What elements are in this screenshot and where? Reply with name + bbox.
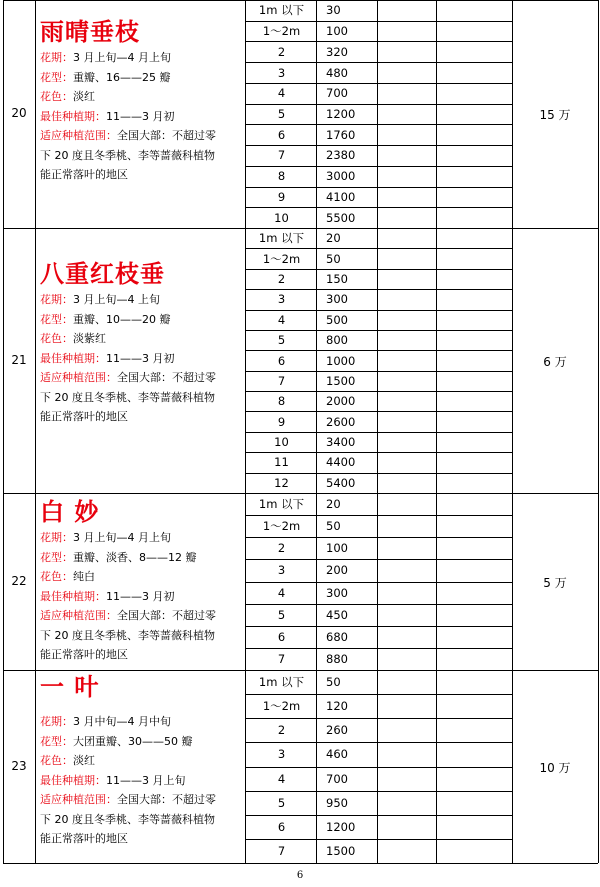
flower-type-value: 重瓣、10——20 瓣 <box>73 312 171 326</box>
suitable-range-label: 适应种植范围： <box>40 793 117 806</box>
size-cell: 1～2m <box>262 699 301 714</box>
bloom-period-value: 3 月中旬—4 月中旬 <box>73 715 171 728</box>
variety-name: 八重红枝垂 <box>40 260 165 288</box>
size-cell: 1m 以下 <box>258 675 305 690</box>
flower-color-label: 花色： <box>40 754 73 767</box>
size-cell: 6 <box>277 353 286 368</box>
size-cell: 11 <box>274 455 289 470</box>
variety-name: 雨晴垂枝 <box>40 18 140 46</box>
variety-number: 21 <box>11 352 27 367</box>
suitable-range-continued: 下 20 度且冬季桃、李等蔷薇科植物 <box>40 812 215 826</box>
size-cell: 1m 以下 <box>258 231 305 246</box>
size-cell: 4 <box>277 86 286 101</box>
suitable-range-value: 全国大部：不超过零 <box>117 793 216 806</box>
price-cell: 150 <box>326 271 348 286</box>
size-cell: 4 <box>277 312 286 327</box>
size-cell: 7 <box>277 651 286 666</box>
bloom-period-line <box>40 528 246 548</box>
size-cell: 7 <box>277 373 286 388</box>
flower-type-line <box>40 68 246 88</box>
flower-color-value: 淡紫红 <box>73 332 106 345</box>
price-cell: 1500 <box>326 373 356 388</box>
suitable-range-value: 全国大部：不超过零 <box>117 371 216 384</box>
suitable-range-label: 适应种植范围： <box>40 129 117 142</box>
size-cell: 8 <box>277 169 286 184</box>
flower-color-line <box>40 87 246 107</box>
price-cell: 460 <box>326 747 348 762</box>
bloom-period-label: 花期： <box>40 51 73 64</box>
price-cell: 1200 <box>326 107 356 121</box>
page-number: 6 <box>296 870 304 881</box>
size-cell: 6 <box>277 819 286 834</box>
flower-type-line <box>40 732 246 752</box>
price-cell: 4100 <box>326 189 356 204</box>
price-cell: 1760 <box>326 127 356 142</box>
size-cell: 4 <box>277 585 286 600</box>
column-rule <box>598 0 599 863</box>
price-cell: 480 <box>326 65 348 80</box>
price-cell: 50 <box>326 251 341 266</box>
flower-type-value: 重瓣、淡香、8——12 瓣 <box>73 550 197 564</box>
variety-info <box>40 498 246 665</box>
flower-type-label: 花型： <box>40 70 73 84</box>
suitable-range-continued: 能正常落叶的地区 <box>40 832 128 845</box>
best-planting-period-label: 最佳种植期： <box>40 351 106 365</box>
size-cell: 7 <box>277 843 286 858</box>
price-cell: 2380 <box>326 148 356 163</box>
bloom-period-value: 3 月上旬—4 上旬 <box>73 293 160 306</box>
size-cell: 1～2m <box>262 24 301 39</box>
price-cell: 800 <box>326 333 348 348</box>
price-cell: 300 <box>326 292 348 307</box>
price-cell: 320 <box>326 44 348 59</box>
suitable-range-line <box>40 606 246 626</box>
price-cell: 120 <box>326 699 348 714</box>
best-planting-period-value: 11——3 月初 <box>106 351 175 365</box>
size-cell: 2 <box>277 541 286 556</box>
flower-color-label: 花色： <box>40 332 73 345</box>
price-cell: 700 <box>326 771 348 786</box>
size-cell: 3 <box>277 65 286 80</box>
size-cell: 3 <box>277 747 286 762</box>
best-planting-period-label: 最佳种植期： <box>40 773 106 787</box>
price-cell: 200 <box>326 563 348 578</box>
price-cell: 700 <box>326 86 348 101</box>
price-cell: 100 <box>326 24 348 39</box>
price-cell: 1000 <box>326 353 356 368</box>
best-planting-period-line <box>40 349 246 369</box>
best-planting-period-line <box>40 587 246 607</box>
suitable-range-label: 适应种植范围： <box>40 609 117 622</box>
price-table <box>3 0 598 863</box>
best-planting-period-label: 最佳种植期： <box>40 109 106 123</box>
flower-color-label: 花色： <box>40 90 73 103</box>
size-cell: 3 <box>277 292 286 307</box>
size-cell: 5 <box>277 107 286 121</box>
bloom-period-label: 花期： <box>40 715 73 728</box>
best-planting-period-value: 11——3 月上旬 <box>106 773 186 787</box>
suitable-range-value: 全国大部：不超过零 <box>117 609 216 622</box>
size-cell: 10 <box>274 210 289 225</box>
price-cell: 30 <box>326 3 341 18</box>
price-cell: 300 <box>326 585 348 600</box>
flower-color-label: 花色： <box>40 570 73 583</box>
size-cell: 12 <box>274 475 289 490</box>
flower-type-line <box>40 310 246 330</box>
price-cell: 50 <box>326 519 341 534</box>
variety-number: 20 <box>11 106 27 120</box>
best-planting-period-value: 11——3 月初 <box>106 589 175 603</box>
size-cell: 2 <box>277 44 286 59</box>
variety-info <box>40 673 246 849</box>
price-cell: 2600 <box>326 414 356 429</box>
variety-number: 23 <box>11 758 27 773</box>
price-cell: 680 <box>326 629 348 644</box>
stock-quantity: 10 万 <box>539 760 571 775</box>
stock-quantity: 5 万 <box>543 575 567 590</box>
price-cell: 1200 <box>326 819 356 834</box>
price-cell: 950 <box>326 795 348 810</box>
flower-type-value: 重瓣、16——25 瓣 <box>73 70 171 84</box>
bloom-period-label: 花期： <box>40 531 73 544</box>
suitable-range-continued: 能正常落叶的地区 <box>40 168 128 181</box>
flower-type-label: 花型： <box>40 312 73 326</box>
flower-color-value: 淡红 <box>73 90 95 103</box>
size-cell: 1～2m <box>262 251 301 266</box>
bloom-period-value: 3 月上旬—4 月上旬 <box>73 531 171 544</box>
variety-name: 白 妙 <box>40 498 100 526</box>
stock-quantity: 15 万 <box>539 108 571 122</box>
flower-type-label: 花型： <box>40 734 73 748</box>
suitable-range-line <box>40 790 246 810</box>
price-cell: 20 <box>326 231 341 246</box>
flower-color-line <box>40 751 246 771</box>
bloom-period-line <box>40 48 246 68</box>
bloom-period-line <box>40 290 246 310</box>
best-planting-period-line <box>40 107 246 127</box>
suitable-range-continued: 下 20 度且冬季桃、李等蔷薇科植物 <box>40 628 215 642</box>
flower-color-line <box>40 567 246 587</box>
price-cell: 3000 <box>326 169 356 184</box>
bloom-period-label: 花期： <box>40 293 73 306</box>
flower-type-line <box>40 548 246 568</box>
column-rule <box>3 0 4 863</box>
bloom-period-line <box>40 712 246 732</box>
size-cell: 9 <box>277 189 286 204</box>
best-planting-period-line <box>40 771 246 791</box>
price-cell: 500 <box>326 312 348 327</box>
suitable-range-value: 全国大部：不超过零 <box>117 129 216 142</box>
size-cell: 1～2m <box>262 519 301 534</box>
flower-type-value: 大团重瓣、30——50 瓣 <box>73 734 193 748</box>
suitable-range-continued: 下 20 度且冬季桃、李等蔷薇科植物 <box>40 390 215 404</box>
price-cell: 100 <box>326 541 348 556</box>
stock-quantity: 6 万 <box>543 354 567 369</box>
size-cell: 1m 以下 <box>258 3 305 18</box>
price-cell: 4400 <box>326 455 356 470</box>
price-cell: 3400 <box>326 435 356 450</box>
variety-name: 一 叶 <box>40 673 100 701</box>
suitable-range-continued: 能正常落叶的地区 <box>40 410 128 423</box>
size-cell: 2 <box>277 271 286 286</box>
flower-color-value: 淡红 <box>73 754 95 767</box>
row-group-divider <box>3 863 598 864</box>
price-cell: 20 <box>326 497 341 512</box>
suitable-range-continued: 能正常落叶的地区 <box>40 648 128 661</box>
bloom-period-value: 3 月上旬—4 月上旬 <box>73 51 171 64</box>
suitable-range-line <box>40 126 246 146</box>
price-cell: 5500 <box>326 210 356 225</box>
variety-number: 22 <box>11 573 27 588</box>
suitable-range-label: 适应种植范围： <box>40 371 117 384</box>
size-cell: 5 <box>277 795 286 810</box>
size-cell: 8 <box>277 394 286 409</box>
size-cell: 5 <box>277 607 286 622</box>
size-cell: 4 <box>277 771 286 786</box>
column-rule <box>35 0 36 863</box>
best-planting-period-label: 最佳种植期： <box>40 589 106 603</box>
size-cell: 2 <box>277 723 286 738</box>
size-cell: 3 <box>277 563 286 578</box>
suitable-range-continued: 下 20 度且冬季桃、李等蔷薇科植物 <box>40 148 215 162</box>
size-cell: 7 <box>277 148 286 163</box>
variety-info <box>40 260 246 427</box>
price-cell: 50 <box>326 675 341 690</box>
size-cell: 6 <box>277 629 286 644</box>
size-cell: 9 <box>277 414 286 429</box>
price-cell: 260 <box>326 723 348 738</box>
flower-color-line <box>40 329 246 349</box>
price-cell: 5400 <box>326 475 356 490</box>
column-rule <box>512 0 513 863</box>
price-cell: 1500 <box>326 843 356 858</box>
suitable-range-line <box>40 368 246 388</box>
best-planting-period-value: 11——3 月初 <box>106 109 175 123</box>
price-cell: 880 <box>326 651 348 666</box>
price-cell: 450 <box>326 607 348 622</box>
variety-info <box>40 18 246 185</box>
flower-color-value: 纯白 <box>73 570 95 583</box>
size-cell: 5 <box>277 333 286 348</box>
flower-type-label: 花型： <box>40 550 73 564</box>
size-cell: 1m 以下 <box>258 497 305 512</box>
price-cell: 2000 <box>326 394 356 409</box>
size-cell: 6 <box>277 127 286 142</box>
size-cell: 10 <box>274 435 289 450</box>
